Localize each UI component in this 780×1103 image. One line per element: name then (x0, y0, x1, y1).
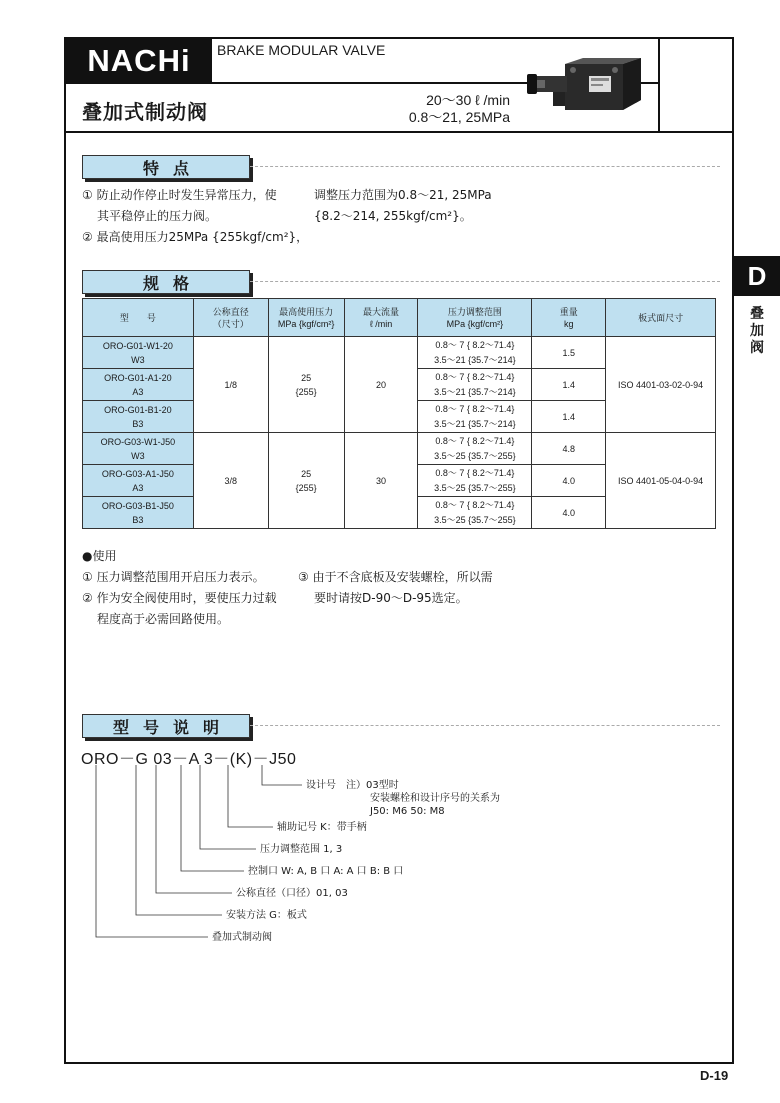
weight-cell: 4.8 (532, 433, 606, 465)
model-cell: ORO-G01-A1-20 A3 (83, 369, 194, 401)
model-cell: ORO-G03-B1-J50 B3 (83, 497, 194, 529)
section-heading-features: 特点 (82, 155, 250, 179)
pressure-cell: 25 {255} (268, 433, 344, 529)
code-label-design-note-2: J50: M6 50: M8 (370, 806, 445, 817)
range-cell: 0.8～ 7 { 8.2～71.4} 3.5～25 {35.7～255} (418, 465, 532, 497)
range-cell: 0.8～ 7 { 8.2～71.4} 3.5～21 {35.7～214} (418, 337, 532, 369)
column-header-model: 型 号 (83, 299, 194, 337)
code-label-design-note-1: 安装螺栓和设计序号的关系为 (370, 793, 500, 804)
code-label-design: 设计号 注）03型时 (306, 780, 399, 791)
feature-item-1-line-2: 其平稳停止的压力阀。 (97, 209, 218, 223)
range-cell: 0.8～ 7 { 8.2～71.4} 3.5～25 {35.7～255} (418, 497, 532, 529)
spec-pressure: 0.8～21, 25MPa (408, 109, 510, 125)
column-header-pressure: 最高使用压力 MPa {kgf/cm²} (268, 299, 344, 337)
range-cell: 0.8～ 7 { 8.2～71.4} 3.5～25 {35.7～255} (418, 433, 532, 465)
usage-heading: ●使用 (82, 549, 117, 563)
section-heading-model-code: 型号说明 (82, 714, 250, 738)
page-number: D-19 (700, 1068, 729, 1083)
code-label-port: 控制口 W: A, B 口 A: A 口 B: B 口 (248, 866, 404, 877)
range-cell: 0.8～ 7 { 8.2～71.4} 3.5～21 {35.7～214} (418, 369, 532, 401)
model-cell: ORO-G01-W1-20 W3 (83, 337, 194, 369)
usage-item-2-line-1: ② 作为安全阀使用时，要使压力过载 (82, 591, 277, 605)
usage-item-2-line-2: 程度高于必需回路使用。 (97, 612, 230, 626)
mount-cell: ISO 4401-05-04-0-94 (606, 433, 716, 529)
column-header-weight: 重量 kg (532, 299, 606, 337)
weight-cell: 1.4 (532, 401, 606, 433)
title-english: BRAKE MODULAR VALVE (217, 42, 386, 58)
section-heading-specs: 规格 (82, 270, 250, 294)
size-cell: 3/8 (193, 433, 268, 529)
flow-cell: 20 (344, 337, 418, 433)
column-header-range: 压力调整范围 MPa {kgf/cm²} (418, 299, 532, 337)
feature-item-1-line-1: ① 防止动作停止时发生异常压力，使 (82, 188, 277, 202)
weight-cell: 1.5 (532, 337, 606, 369)
spec-flow: 20～30 ℓ /min (426, 92, 510, 108)
weight-cell: 1.4 (532, 369, 606, 401)
usage-item-3-line-1: ③ 由于不含底板及安装螺栓，所以需 (298, 570, 493, 584)
mount-cell: ISO 4401-03-02-0-94 (606, 337, 716, 433)
size-cell: 1/8 (193, 337, 268, 433)
model-cell: ORO-G03-A1-J50 A3 (83, 465, 194, 497)
model-cell: ORO-G03-W1-J50 W3 (83, 433, 194, 465)
usage-item-1: ① 压力调整范围用开启压力表示。 (82, 570, 265, 584)
feature-note-line-2: {8.2～214, 255kgf/cm²}。 (314, 209, 472, 223)
nachi-logo: NACHi (66, 39, 212, 82)
feature-note-line-1: 调整压力范围为0.8～21, 25MPa (314, 188, 492, 202)
column-header-size: 公称直径 （尺寸） (193, 299, 268, 337)
column-header-flow: 最大流量 ℓ /min (344, 299, 418, 337)
code-label-mount: 安装方法 G：板式 (226, 910, 307, 921)
code-label-range: 压力调整范围 1, 3 (260, 844, 343, 855)
model-cell: ORO-G01-B1-20 B3 (83, 401, 194, 433)
code-label-size: 公称直径（口径）01, 03 (236, 888, 348, 899)
code-label-type: 叠加式制动阀 (212, 932, 272, 943)
feature-item-2: ② 最高使用压力25MPa {255kgf/cm²}， (82, 230, 309, 244)
pressure-cell: 25 {255} (268, 337, 344, 433)
section-tab-letter: D (734, 256, 780, 296)
model-code-example: ORO－G 03－A 3－(K)－J50 (81, 751, 297, 768)
column-header-mount: 板式面尺寸 (606, 299, 716, 337)
flow-cell: 30 (344, 433, 418, 529)
code-label-aux: 辅助记号 K：带手柄 (277, 822, 367, 833)
section-tab-label: 叠 加 阀 (750, 306, 764, 356)
usage-item-3-line-2: 要时请按D-90～D-95选定。 (314, 591, 468, 605)
weight-cell: 4.0 (532, 497, 606, 529)
weight-cell: 4.0 (532, 465, 606, 497)
range-cell: 0.8～ 7 { 8.2～71.4} 3.5～21 {35.7～214} (418, 401, 532, 433)
title-chinese: 叠加式制动阀 (82, 100, 208, 124)
